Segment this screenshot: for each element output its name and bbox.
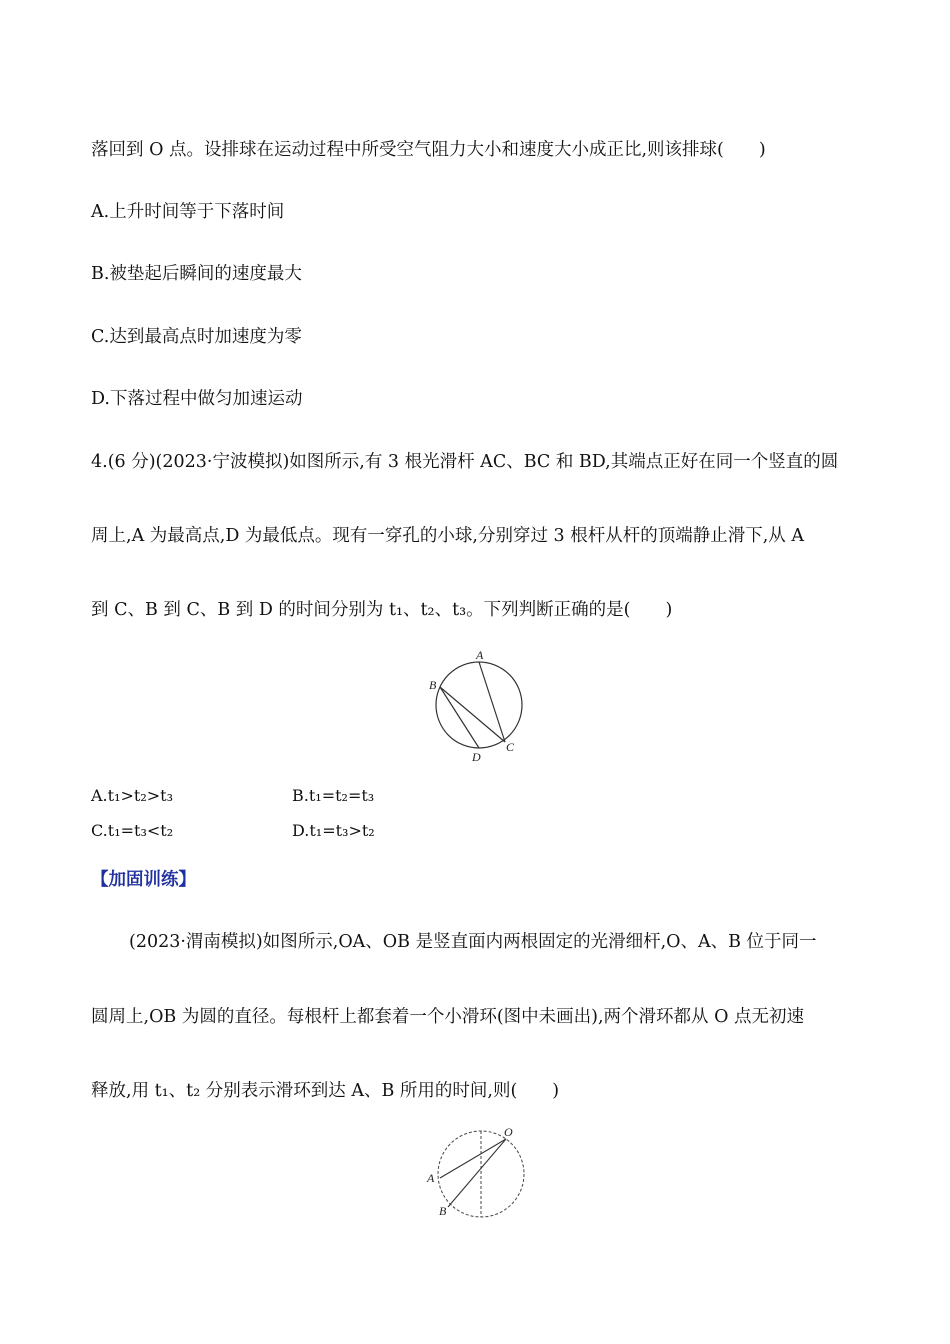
- q3-option-a: A.上升时间等于下落时间: [91, 202, 285, 222]
- q4-option-d: D.t₁=t₃>t₂: [292, 821, 375, 840]
- label-d: D: [472, 750, 481, 764]
- rod-ob: [448, 1139, 506, 1207]
- q3-option-c: C.达到最高点时加速度为零: [91, 327, 302, 347]
- q4-stem-line-3: 到 C、B 到 C、B 到 D 的时间分别为 t₁、t₂、t₃。下列判断正确的是( ): [91, 600, 673, 620]
- rod-bc: [440, 687, 505, 742]
- label-b: B: [439, 1204, 447, 1218]
- q4-option-b: B.t₁=t₂=t₃: [292, 786, 375, 805]
- reinforce-stem-line-2: 圆周上,OB 为圆的直径。每根杆上都套着一个小滑环(图中未画出),两个滑环都从 O 点无初速: [91, 1007, 805, 1027]
- q3-option-d: D.下落过程中做匀加速运动: [91, 389, 303, 409]
- label-c: C: [506, 740, 515, 754]
- q4-option-a: A.t₁>t₂>t₃: [91, 786, 173, 805]
- q4-circle: [436, 662, 522, 748]
- q4-option-c: C.t₁=t₃<t₂: [91, 821, 174, 840]
- label-b: B: [429, 678, 437, 692]
- label-a: A: [476, 648, 484, 662]
- q4-stem-line-2: 周上,A 为最高点,D 为最低点。现有一穿孔的小球,分别穿过 3 根杆从杆的顶端静止滑下,从 A: [91, 526, 805, 546]
- label-a: A: [427, 1171, 435, 1185]
- rod-bd: [440, 687, 479, 748]
- q3-stem-line: 落回到 O 点。设排球在运动过程中所受空气阻力大小和速度大小成正比,则该排球( ): [91, 140, 766, 160]
- reinforce-circle-figure: [420, 1122, 535, 1227]
- reinforce-heading: 【加固训练】: [91, 870, 196, 890]
- q3-option-b: B.被垫起后瞬间的速度最大: [91, 264, 302, 284]
- reinforce-stem-line-1: (2023·渭南模拟)如图所示,OA、OB 是竖直面内两根固定的光滑细杆,O、A、B 位于同一: [129, 932, 817, 952]
- q4-stem-line-1: 4.(6 分)(2023·宁波模拟)如图所示,有 3 根光滑杆 AC、BC 和 BD,其端点正好在同一个竖直的圆: [91, 452, 839, 472]
- rod-ac: [479, 662, 505, 742]
- q4-circle-figure: [420, 645, 540, 770]
- reinforce-stem-line-3: 释放,用 t₁、t₂ 分别表示滑环到达 A、B 所用的时间,则( ): [91, 1081, 560, 1101]
- label-o: O: [504, 1125, 513, 1139]
